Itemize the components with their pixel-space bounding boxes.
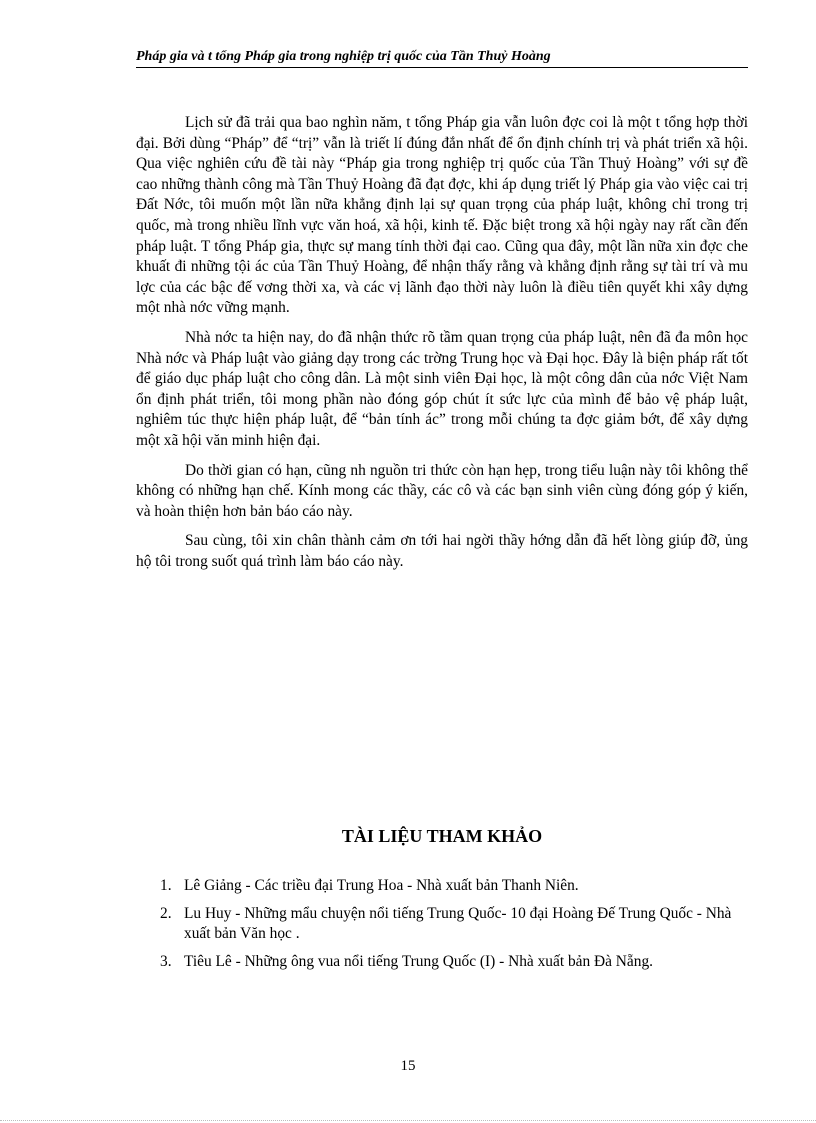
paragraph-2: Nhà nớc ta hiện nay, do đã nhận thức rõ tầm quan trọng của pháp luật, nên đã đa môn học Nhà nớc và Pháp luật vào giảng dạy trong các trờng Trung học và Đại học. Đây là biện pháp rất tốt để giáo dục pháp luật cho công dân. Là một sinh viên Đại học, là một công dân của nớc Việt Nam ổn định phát triển, tôi mong phần nào đóng góp chút ít sức lực của mình để bảo vệ pháp luật, nghiêm túc thực hiện pháp luật, để “bản tính ác” trong mỗi chúng ta đợc giảm bớt, để xây dựng một xã hội văn minh hiện đại. [136, 328, 748, 449]
paragraph-1: Lịch sử đã trải qua bao nghìn năm, t tổng Pháp gia vẫn luôn đợc coi là một t tổng hợp thời đại. Bởi dùng “Pháp” để “trị” vẫn là triết lí đúng đắn nhất để ổn định chính trị và phát triển xã hội. Qua việc nghiên cứu đề tài này “Pháp gia trong nghiệp trị quốc của Tần Thuỷ Hoàng” với sự đề cao những thành công mà Tần Thuỷ Hoàng đã đạt đợc, khi áp dụng triết lý Pháp gia vào việc cai trị Đất Nớc, tôi muốn một lần nữa khẳng định lại sự quan trọng của pháp luật, không chỉ trong trị quốc, mà trong nhiều lĩnh vực văn hoá, xã hội, kinh tế. Đặc biệt trong xã hội ngày nay rất cần đến pháp luật. T tổng Pháp gia, thực sự mang tính thời đại cao. Cũng qua đây, một lần nữa xin đợc che khuất đi những tội ác của Tần Thuỷ Hoàng, để nhận thấy rằng và khẳng định rằng sự tài trí và mu lợc của các bậc đế vơng thời xa, và các vị lãnh đạo thời này luôn là điều tiên quyết khi xây dựng một nhà nớc vững mạnh. [136, 114, 748, 317]
reference-number: 2. [160, 904, 172, 922]
references-list [160, 876, 752, 979]
running-header: Pháp gia và t tổng Pháp gia trong nghiệp trị quốc của Tần Thuỷ Hoàng [136, 48, 748, 68]
reference-number: 1. [160, 877, 172, 894]
reference-text: Lu Huy - Những mẩu chuyện nổi tiếng Trung Quốc- 10 đại Hoàng Đế Trung Quốc - Nhà xuất bản Văn học . [184, 904, 732, 943]
paragraph-3: Do thời gian có hạn, cũng nh nguồn tri thức còn hạn hẹp, trong tiểu luận này tôi không thể không có những hạn chế. Kính mong các thầy, các cô và các bạn sinh viên cùng đóng góp ý kiến, và hoàn thiện hơn bản báo cáo này. [136, 461, 748, 520]
reference-text: Tiêu Lê - Những ông vua nổi tiếng Trung Quốc (I) - Nhà xuất bản Đà Nẵng. [184, 952, 653, 970]
body-text [136, 113, 748, 581]
reference-text: Lê Giảng - Các triều đại Trung Hoa - Nhà xuất bản Thanh Niên. [184, 877, 579, 894]
paragraph-4: Sau cùng, tôi xin chân thành cảm ơn tới hai ngời thầy hớng dẫn đã hết lòng giúp đỡ, ủng hộ tôi trong suốt quá trình làm báo cáo này. [136, 532, 748, 570]
reference-number: 3. [160, 952, 172, 970]
reference-item [160, 952, 752, 973]
references-title: TÀI LIỆU THAM KHẢO [341, 826, 543, 846]
page-number: 15 [400, 1058, 416, 1074]
reference-item [160, 904, 752, 945]
page-edge-divider [0, 1120, 816, 1121]
reference-item [160, 876, 752, 897]
